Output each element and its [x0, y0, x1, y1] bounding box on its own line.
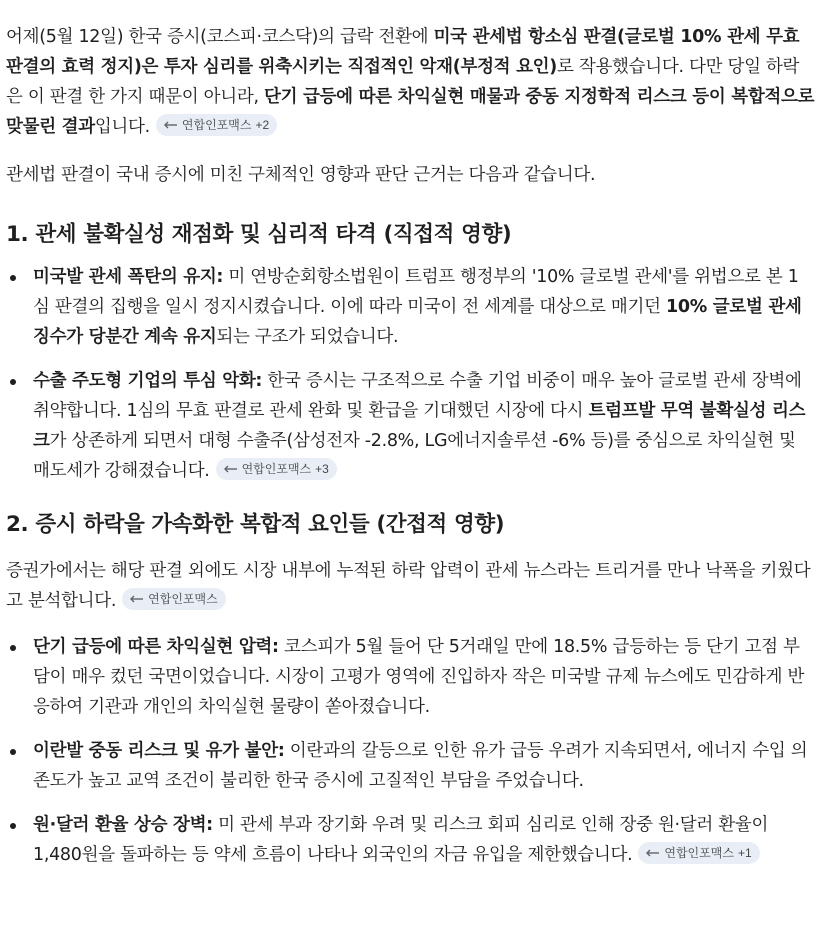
- item-bold: 트럼프발 무역 불확실성 리스크: [33, 401, 806, 451]
- source-chip-count: +3: [315, 462, 329, 476]
- item-bold: 10% 글로벌 관세 징수가 당분간 계속 유지: [33, 297, 802, 347]
- item-title: 이란발 중동 리스크 및 유가 불안:: [33, 741, 285, 761]
- section-2-list: [6, 632, 815, 870]
- section-1-list: [6, 262, 815, 486]
- section-2-intro-text: 증권가에서는 해당 판결 외에도 시장 내부에 누적된 하락 압력이 관세 뉴스라는 트리거를 만나 낙폭을 키웠다고 분석합니다.: [6, 561, 811, 611]
- item-text: 미 연방순회항소법원이 트럼프 행정부의 '10% 글로벌 관세'를 위법으로 본 1심 판결의 집행을 일시 정지시켰습니다. 이에 따라 미국이 전 세계를 대상으로 매기던: [33, 267, 799, 317]
- source-chip-label: 연합인포맥스: [241, 462, 312, 476]
- item-title: 수출 주도형 기업의 투심 악화:: [33, 371, 263, 391]
- item-text: 미 관세 부과 장기화 우려 및 리스크 회피 심리로 인해 장중 원·달러 환율이 1,480원을 돌파하는 등 약세 흐름이 나타나 외국인의 자금 유입을 제한했습니다.: [33, 815, 769, 865]
- list-item: [6, 736, 815, 796]
- source-link-icon: [222, 464, 238, 474]
- item-title: 단기 급등에 따른 차익실현 압력:: [33, 637, 279, 657]
- intro-text: 로 작용했습니다. 다만 당일 하락은 이 판결 한 가지 때문이 아니라,: [6, 57, 800, 107]
- item-title: 미국발 관세 폭탄의 유지:: [33, 267, 224, 287]
- intro-text: 어제(5월 12일) 한국 증시(코스피·코스닥)의 급락 전환에: [6, 27, 434, 47]
- source-chip-label: 연합인포맥스: [148, 592, 218, 606]
- intro-paragraph: [6, 22, 815, 142]
- source-chip-label: 연합인포맥스: [181, 118, 252, 132]
- source-chip[interactable]: [156, 114, 277, 136]
- source-link-icon: [162, 120, 178, 130]
- source-link-icon: [644, 848, 660, 858]
- source-chip-label: 연합인포맥스: [664, 846, 734, 860]
- list-item: [6, 366, 815, 486]
- item-text: 되는 구조가 되었습니다.: [216, 327, 399, 347]
- source-chip[interactable]: [638, 842, 759, 864]
- source-chip[interactable]: [122, 588, 226, 610]
- item-text: 한국 증시는 구조적으로 수출 기업 비중이 매우 높아 글로벌 관세 장벽에 취약합니다. 1심의 무효 판결로 관세 완화 및 환급을 기대했던 시장에 다시: [33, 371, 802, 421]
- item-title: 원·달러 환율 상승 장벽:: [33, 815, 213, 835]
- intro-bold: 미국 관세법 항소심 판결(글로벌 10% 관세 무효 판결의 효력 정지)은 투자 심리를 위축시키는 직접적인 악재(부정적 요인): [6, 27, 800, 77]
- summary-paragraph: 관세법 판결이 국내 증시에 미친 구체적인 영향과 판단 근거는 다음과 같습니다.: [6, 165, 596, 185]
- section-2-intro: [6, 556, 815, 616]
- item-text: 이란과의 갈등으로 인한 유가 급등 우려가 지속되면서, 에너지 수입 의존도가 높고 교역 조건이 불리한 한국 증시에 고질적인 부담을 주었습니다.: [33, 741, 808, 791]
- intro-bold: 단기 급등에 따른 차익실현 매물과 중동 지정학적 리스크 등이 복합적으로 맞물린 결과: [6, 87, 815, 137]
- item-text: 코스피가 5월 들어 단 5거래일 만에 18.5% 급등하는 등 단기 고점 부담이 매우 컸던 국면이었습니다. 시장이 고평가 영역에 진입하자 작은 미국발 규제 뉴스에도 민감하게 반응하여 기관과 개인의 차익실현 물량이 쏟아졌습니다.: [33, 637, 805, 717]
- section-1-heading: 1. 관세 불확실성 재점화 및 심리적 타격 (직접적 영향): [6, 222, 512, 247]
- source-chip-count: +2: [255, 118, 270, 132]
- list-item: [6, 810, 815, 870]
- section-2-heading: 2. 증시 하락을 가속화한 복합적 요인들 (간접적 영향): [6, 512, 505, 537]
- list-item: [6, 632, 815, 722]
- intro-text: 입니다.: [94, 117, 150, 137]
- list-item: [6, 262, 815, 352]
- source-chip-count: +1: [737, 846, 752, 860]
- source-link-icon: [128, 594, 144, 604]
- item-text: 가 상존하게 되면서 대형 수출주(삼성전자 -2.8%, LG에너지솔루션 -6% 등)를 중심으로 차익실현 및 매도세가 강해졌습니다.: [33, 431, 796, 481]
- source-chip[interactable]: [216, 458, 337, 480]
